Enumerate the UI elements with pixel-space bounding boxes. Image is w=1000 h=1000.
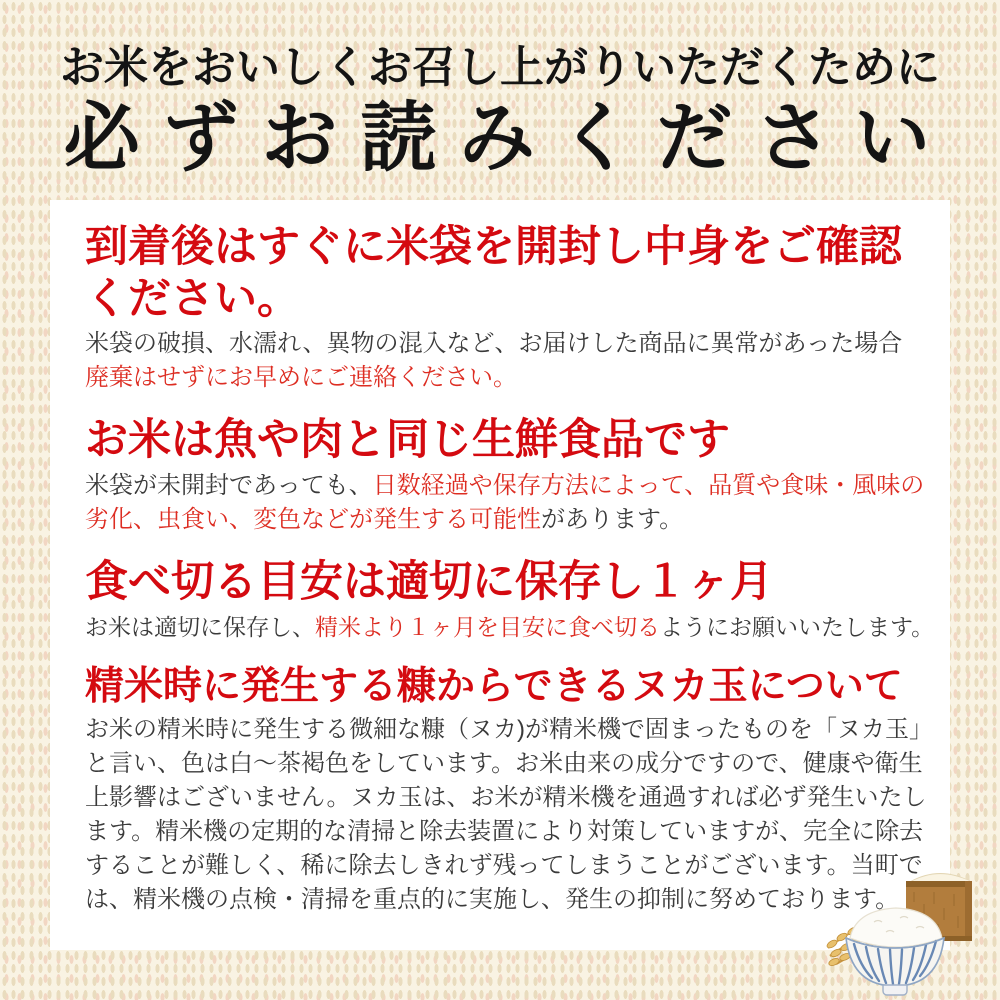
section-body-eat-within-one-month [85,610,938,644]
rice-bowl-icon [846,908,944,995]
section-open-on-arrival [85,222,938,395]
header-subtitle: お米をおいしくお召し上がりいただくために [60,43,940,92]
page-title: 必ずお読みください [63,96,953,181]
section-heading-perishable-food: お米は魚や肉と同じ生鮮食品です [85,417,730,465]
body-text: ようにお願いいたします。 [660,614,935,641]
body-text-red: 日数経過や保存方法によって、品質や食味・風味の劣化、虫食い、変色などが発生する可能性 [85,471,925,533]
body-text: 米袋が未開封であっても、 [85,471,373,499]
rice-bowl-illustration [822,852,997,1000]
body-text: があります。 [541,505,684,533]
section-nukadama [85,664,938,917]
page-header [0,0,1000,182]
body-text: 米袋の破損、水濡れ、異物の混入など、お届けした商品に異常があった場合 [85,330,903,358]
section-perishable-food [85,415,938,537]
section-body-perishable-food [85,469,938,537]
section-heading-eat-within-one-month: 食べ切る目安は適切に保存し１ヶ月 [85,558,773,606]
body-text-red: 精米より１ヶ月を目安に食べ切る [315,614,660,641]
section-heading-nukadama: 精米時に発生する糠からできるヌカ玉について [85,665,903,709]
section-body-open-on-arrival [85,327,938,395]
section-eat-within-one-month [85,557,938,645]
body-text: お米は適切に保存し、 [85,614,315,641]
section-heading-open-on-arrival: 到着後はすぐに米袋を開封し中身をご確認ください。 [85,224,902,323]
section-body-nukadama: お米の精米時に発生する微細な糠（ヌカ)が精米機で固まったものを「ヌカ玉」と言い、色は白〜茶褐色をしています。お米由来の成分ですので、健康や衛生上影響はございません。ヌカ玉は、お米が精米機を通過すれば必ず発生いたします。精米機の定期的な清掃と除去装置により対策していますが、完全に除去することが難しく、稀に除去しきれず残ってしまうことがございます。当町では、精米機の点検・清掃を重点的に実施し、発生の抑制に努めております。 [85,716,933,914]
notice-panel [50,200,950,950]
body-text-red: 廃棄はせずにお早めにご連絡ください。 [85,364,517,392]
